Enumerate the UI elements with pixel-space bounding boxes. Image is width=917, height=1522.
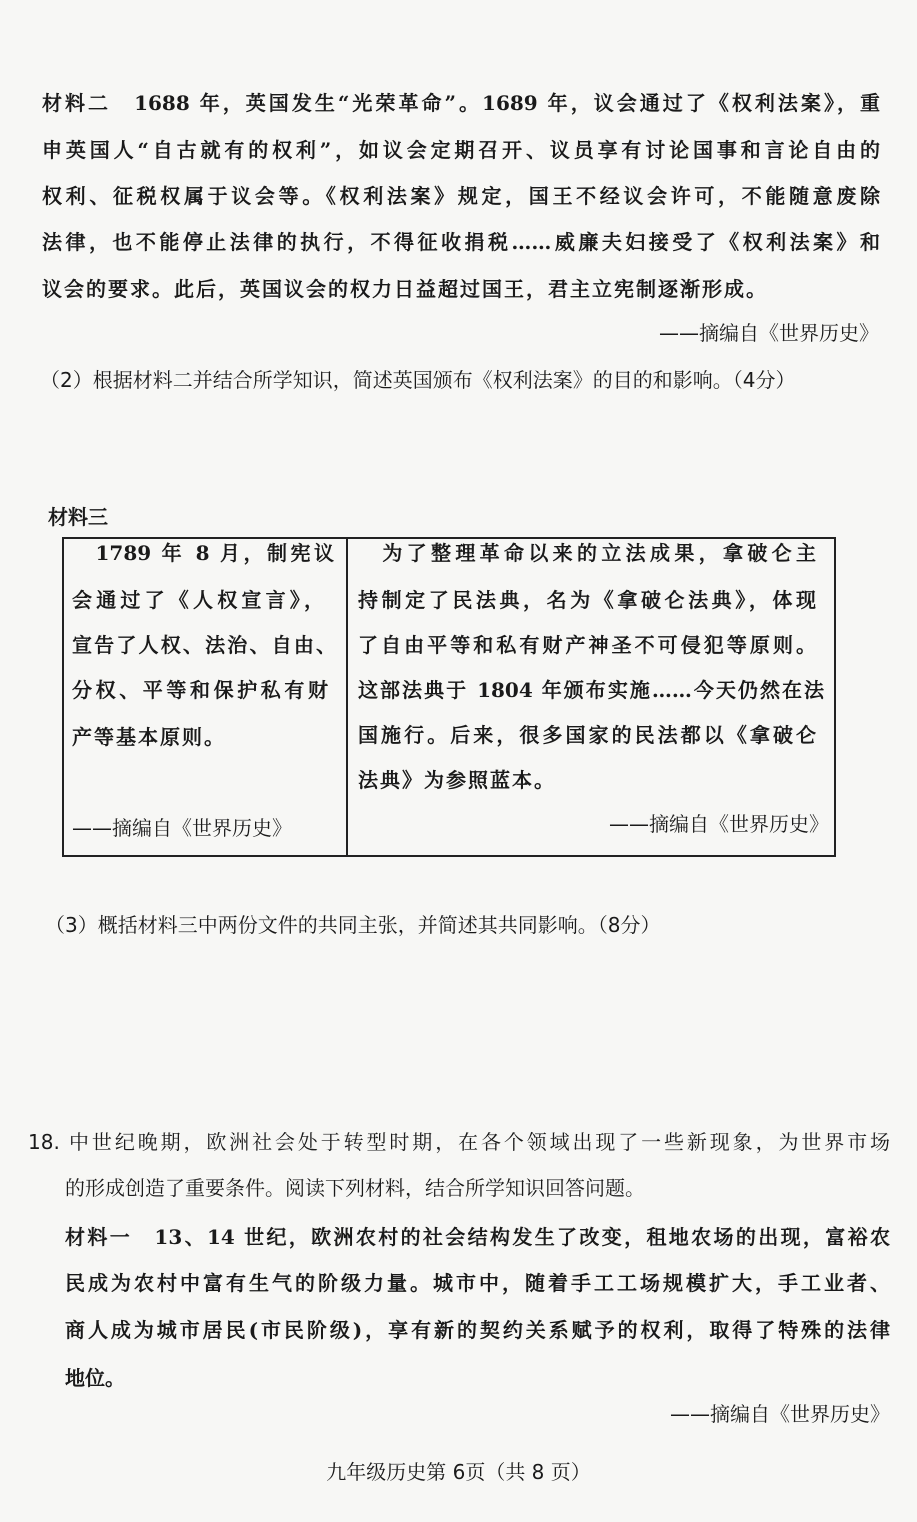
material3-left-line: 产等基本原则。: [72, 725, 226, 749]
table-divider: [346, 537, 348, 857]
material2-line: 议会的要求。此后，英国议会的权力日益超过国王，君主立宪制逐渐形成。: [42, 277, 768, 301]
material3-left-line: 分权、平等和保护私有财: [72, 678, 328, 702]
material3-right-line: 法典》为参照蓝本。: [358, 768, 556, 792]
material3-left-line: 宣告了人权、法治、自由、: [72, 633, 336, 657]
material1-line: 商人成为城市居民(市民阶级)，享有新的契约关系赋予的权利，取得了特殊的法律: [65, 1318, 890, 1342]
material3-right-line: 持制定了民法典，名为《拿破仑法典》，体现: [358, 588, 816, 612]
question-2: （2）根据材料二并结合所学知识，简述英国颁布《权利法案》的目的和影响。（4分）: [40, 368, 796, 392]
material3-left-line: 1789 年 8 月，制宪议: [72, 541, 334, 565]
material2-line: 法律，也不能停止法律的执行，不得征收捐税……威廉夫妇接受了《权利法案》和: [42, 230, 880, 254]
question-3: （3）概括材料三中两份文件的共同主张，并简述其共同影响。（8分）: [45, 913, 661, 937]
material1-line: 民成为农村中富有生气的阶级力量。城市中，随着手工工场规模扩大，手工业者、: [65, 1271, 890, 1295]
page-footer: 九年级历史第 6页（共 8 页）: [326, 1460, 591, 1484]
material3-label: 材料三: [48, 505, 108, 529]
material2-source: ——摘编自《世界历史》: [659, 321, 879, 345]
material1-line: 材料一 13、14 世纪，欧洲农村的社会结构发生了改变，租地农场的出现，富裕农: [65, 1225, 890, 1249]
material3-right-line: 国施行。后来，很多国家的民法都以《拿破仑: [358, 723, 816, 747]
q18-line: 18. 中世纪晚期，欧洲社会处于转型时期，在各个领域出现了一些新现象，为世界市场: [28, 1130, 890, 1154]
material2-line: 申英国人“自古就有的权利”，如议会定期召开、议员享有讨论国事和言论自由的: [42, 138, 880, 162]
material2-line: 权利、征税权属于议会等。《权利法案》规定，国王不经议会许可，不能随意废除: [42, 184, 880, 208]
material3-right-source: ——摘编自《世界历史》: [609, 812, 829, 836]
q18-line: 的形成创造了重要条件。阅读下列材料，结合所学知识回答问题。: [65, 1176, 645, 1200]
material2-line: 材料二 1688 年，英国发生“光荣革命”。1689 年，议会通过了《权利法案》，重: [42, 91, 880, 115]
material3-right-line: 了自由平等和私有财产神圣不可侵犯等原则。: [358, 633, 816, 657]
material3-right-line: 为了整理革命以来的立法成果，拿破仑主: [358, 541, 816, 565]
material1-source: ——摘编自《世界历史》: [670, 1402, 890, 1426]
material3-left-line: 会通过了《人权宣言》，: [72, 588, 324, 612]
material1-line: 地位。: [65, 1366, 125, 1390]
material3-right-line: 这部法典于 1804 年颁布实施……今天仍然在法: [358, 678, 824, 702]
material3-left-source: ——摘编自《世界历史》: [72, 816, 292, 840]
